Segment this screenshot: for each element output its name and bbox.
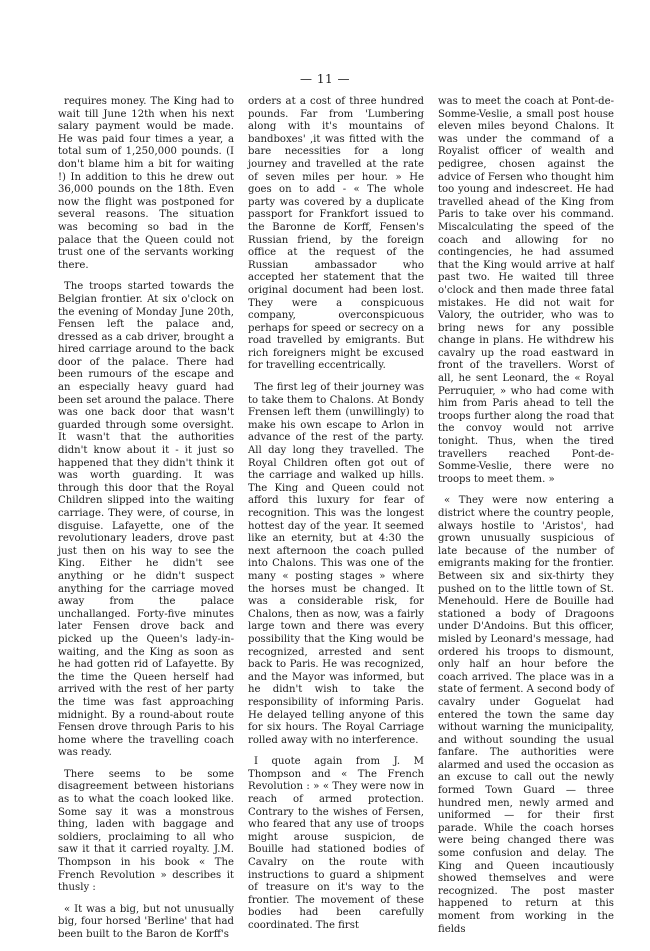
paragraph: There seems to be some disagreement between historians as to what the coach looked like. Some say it was a monstrous thing, laden with baggage and soldiers, proclaiming to all who saw it that it carried royalty. J.M. Thompson in his book « The French Revolution » describes it thusly : [58,768,234,894]
page-number: — 11 — [300,72,350,86]
text-columns [58,96,614,951]
paragraph: requires money. The King had to wait till June 12th when his next salary payment would be made. He was paid four times a year, a total sum of 1,250,000 pounds. (I don't blame him a bit for waiting !) In addition to this he drew out 36,000 pounds on the 18th. Even now the flight was postponed for several reasons. The situation was becoming so bad in the palace that the Queen could not trust one of the servants working there. [58,96,234,271]
paragraph: The troops started towards the Belgian frontier. At six o'clock on the evening of Monday June 20th, Fensen left the palace and, dressed as a cab driver, brought a hired carriage around to the back door of the palace. There had been rumours of the escape and an especially heavy guard had been set around the palace. There was one back door that wasn't guarded through some oversight. It wasn't that the authorities didn't know about it - it just so happened that they didn't think it was worth guarding. It was through this door that the Royal Children slipped into the waiting carriage. They were, of course, in disguise. Lafayette, one of the revolutionary leaders, drove past just then on his way to see the King. Either he didn't see anything or he didn't suspect anything for the carriage moved away from the palace unchallanged. Forty-five minutes later Fensen drove back and picked up the Queen's lady-in-waiting, and the King as soon as he had gotten rid of Lafayette. By the time the Queen herself had arrived with the rest of her party the time was fast approaching midnight. By a round-about route Fensen drove through Paris to his home where the travelling coach was ready. [58,281,234,759]
paragraph: orders at a cost of three hundred pounds. Far from 'Lumbering along with it's mountains of bandboxes' ,it was fitted with the bare necessities for a long journey and travelled at the rate of seven miles per hour. » He goes on to add - « The whole party was covered by a duplicate passport for Frankfort issued to the Baronne de Korff, Fensen's Russian friend, by the foreign office at the request of the Russian ambassador who accepted her statement that the original document had been lost. They were a conspicuous company, overconspicuous perhaps for speed or secrecy on a road travelled by emigrants. But rich foreigners might be excused for travelling eccentrically. [248,96,424,372]
paragraph: I quote again from J. M Thompson and « The French Revolution : » « They were now in reach of armed protection. Contrary to the wishes of Fersen, who feared that any use of troops might arouse suspicion, de Bouille had stationed bodies of Cavalry on the route with instructions to guard a shipment of treasure on it's way to the frontier. The movement of these bodies had been carefully coordinated. The first [248,756,424,931]
column-2 [248,96,424,951]
paragraph: « It was a big, but not unusually big, four horsed 'Berline' that had been built to the Baron de Korff's [58,903,234,940]
paragraph: was to meet the coach at Pont-de-Somme-Veslie, a small post house eleven miles beyond Chalons. It was under the command of a Royalist officer of wealth and pedigree, chosen against the advice of Fersen who thought him too young and indescreet. He had travelled ahead of the King from Paris to take over his command. Miscalculating the speed of the coach and allowing for no contingencies, he had assumed that the King would arrive at half past two. He waited till three o'clock and then made three fatal mistakes. He did not wait for Valory, the outrider, who was to bring news for any possible change in plans. He withdrew his cavalry up the road eastward in front of the travellers. Worst of all, he sent Leonard, the « Royal Perruquier, » who had come with him from Paris ahead to tell the troops further along the road that the convoy would not arrive tonight. Thus, when the tired travellers reached Pont-de-Somme-Veslie, there were no troops to meet them. » [438,96,614,485]
paragraph: The first leg of their journey was to take them to Chalons. At Bondy Frensen left them (unwillingly) to make his own escape to Arlon in advance of the rest of the party. All day long they travelled. The Royal Children often got out of the carriage and walked up hills. The King and Queen could not afford this luxury for fear of recognition. This was the longest hottest day of the year. It seemed like an eternity, but at 4:30 the next afternoon the coach pulled into Chalons. This was one of the many « posting stages » where the horses must be changed. It was a considerable risk, for Chalons, then as now, was a fairly large town and there was every possibility that the King would be recognized, arrested and sent back to Paris. He was recognized, and the Mayor was informed, but he didn't wish to take the responsibility of informing Paris. He delayed telling anyone of this for six hours. The Royal Carriage rolled away with no interference. [248,382,424,746]
column-1 [58,96,234,951]
paragraph: « They were now entering a district where the country people, always hostile to 'Aristos', had grown unusually suspicious of late because of the number of emigrants making for the frontier. Between six and six-thirty they pushed on to the little town of St. Menehould. Here de Bouille had stationed a body of Dragoons under D'Andoins. But this officer, misled by Leonard's message, had ordered his troops to dismount, only half an hour before the coach arrived. The place was in a state of ferment. A second body of cavalry under Goguelat had entered the town the same day without warning the municipality, and without sounding the usual fanfare. The authorities were alarmed and used the occasion as an excuse to call out the newly formed Town Guard — three hundred men, newly armed and uniformed — for their first parade. While the coach horses were being changed there was some confusion and delay. The King and Queen incautiously showed themselves and were recognized. The post master happened to return at this moment from working in the fields [438,495,614,935]
column-3 [438,96,614,951]
